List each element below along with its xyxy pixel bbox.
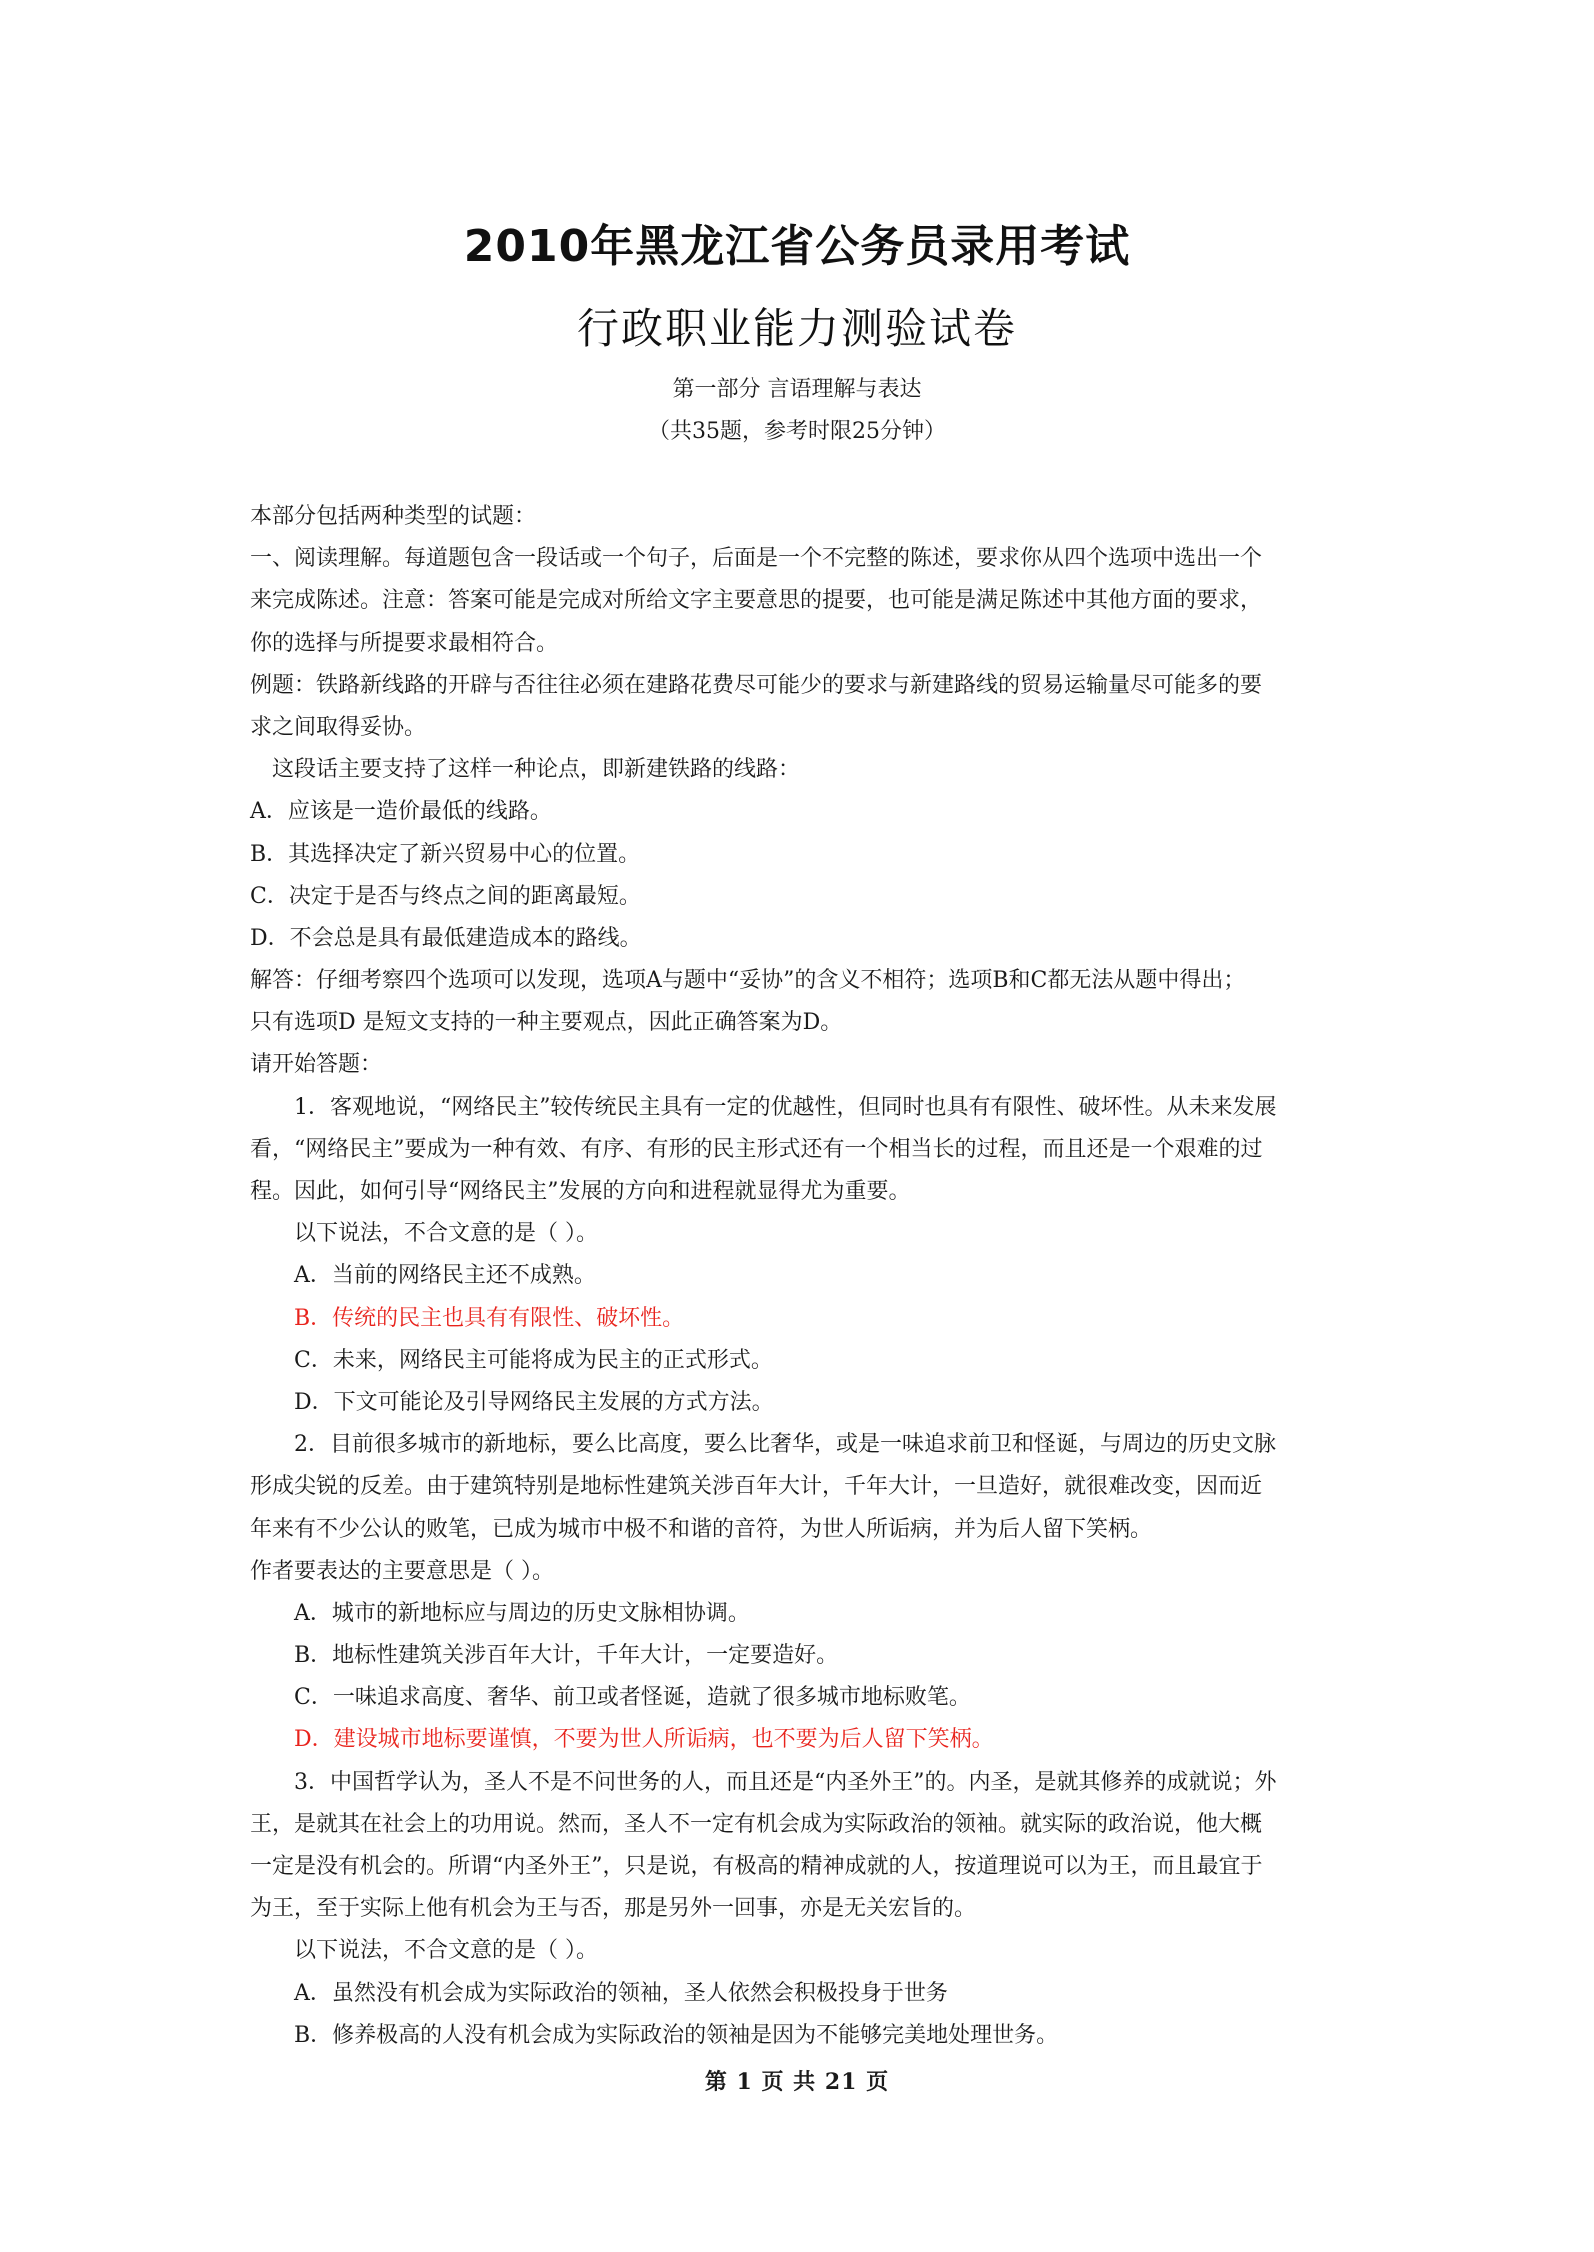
text-line: 以下说法，不合文意的是（ ）。 xyxy=(294,1938,598,1964)
text-line: 本部分包括两种类型的试题： xyxy=(250,504,537,529)
text-line: B．地标性建筑关涉百年大计，千年大计，一定要造好。 xyxy=(294,1643,839,1669)
text-line: 请开始答题： xyxy=(250,1052,383,1078)
text-line: 例题：铁路新线路的开辟与否往往必须在建路花费尽可能少的要求与新建路线的贸易运输量尽可能多的要 xyxy=(250,672,1263,698)
text-line: 1．客观地说，“网络民主”较传统民主具有一定的优越性，但同时也具有有限性、破坏性。从未来发展 xyxy=(294,1094,1277,1120)
text-line: 形成尖锐的反差。由于建筑特别是地标性建筑关涉百年大计，千年大计，一旦造好，就很难改变，因而近 xyxy=(250,1474,1263,1500)
text-line: 为王，至于实际上他有机会为王与否，那是另外一回事，亦是无关宏旨的。 xyxy=(250,1896,977,1922)
text-line: D．下文可能论及引导网络民主发展的方式方法。 xyxy=(294,1389,774,1415)
text-line: A．城市的新地标应与周边的历史文脉相协调。 xyxy=(294,1600,750,1626)
text-line: C．一味追求高度、奢华、前卫或者怪诞，造就了很多城市地标败笔。 xyxy=(294,1685,971,1711)
text-line: C．未来，网络民主可能将成为民主的正式形式。 xyxy=(294,1347,773,1373)
text-line: B．其选择决定了新兴贸易中心的位置。 xyxy=(250,841,641,867)
text-line: 程。因此，如何引导“网络民主”发展的方向和进程就显得尤为重要。 xyxy=(250,1179,911,1204)
text-line: 一定是没有机会的。所谓“内圣外王”，只是说，有极高的精神成就的人，按道理说可以为王，而且最宜于 xyxy=(250,1854,1263,1879)
text-line: 一、阅读理解。每道题包含一段话或一个句子，后面是一个不完整的陈述，要求你从四个选项中选出一个 xyxy=(250,546,1263,572)
answer-line: B．传统的民主也具有有限性、破坏性。 xyxy=(294,1305,685,1331)
text-line: 解答：仔细考察四个选项可以发现，选项A与题中“妥协”的含义不相符；选项B和C都无法从题中得出； xyxy=(250,968,1246,994)
exam-title: 2010年黑龙江省公务员录用考试 xyxy=(463,221,1131,272)
page-footer: 第 1 页 共 21 页 xyxy=(704,2069,890,2095)
answer-line: D．建设城市地标要谨慎，不要为世人所诟病，也不要为后人留下笑柄。 xyxy=(294,1727,994,1753)
text-line: 作者要表达的主要意思是（ ）。 xyxy=(250,1558,554,1584)
text-line: 求之间取得妥协。 xyxy=(250,714,427,740)
text-line: A．当前的网络民主还不成熟。 xyxy=(294,1263,596,1289)
text-line: 王，是就其在社会上的功用说。然而，圣人不一定有机会成为实际政治的领袖。就实际的政治说，他大概 xyxy=(250,1811,1263,1837)
text-line: 以下说法，不合文意的是（ ）。 xyxy=(294,1221,598,1247)
section-note: （共35题，参考时限25分钟） xyxy=(648,419,946,444)
text-line: 3．中国哲学认为，圣人不是不问世务的人，而且还是“内圣外王”的。内圣，是就其修养的成就说；外 xyxy=(294,1769,1277,1795)
text-line: 这段话主要支持了这样一种论点，即新建铁路的线路： xyxy=(272,757,801,783)
text-line: 来完成陈述。注意：答案可能是完成对所给文字主要意思的提要，也可能是满足陈述中其他方面的要求， xyxy=(250,588,1263,614)
text-line: B．修养极高的人没有机会成为实际政治的领袖是因为不能够完美地处理世务。 xyxy=(294,2022,1059,2048)
text-line: A．应该是一造价最低的线路。 xyxy=(250,799,552,825)
text-line: D．不会总是具有最低建造成本的路线。 xyxy=(250,925,642,951)
document-body xyxy=(250,496,1355,2057)
text-line: 只有选项D 是短文支持的一种主要观点，因此正确答案为D。 xyxy=(250,1010,843,1036)
text-line: C．决定于是否与终点之间的距离最短。 xyxy=(250,883,641,909)
text-line: 看，“网络民主”要成为一种有效、有序、有形的民主形式还有一个相当长的过程，而且还是一个艰难的过 xyxy=(250,1136,1263,1162)
section-heading: 第一部分 言语理解与表达 xyxy=(672,377,922,402)
text-line: A．虽然没有机会成为实际政治的领袖，圣人依然会积极投身于世务 xyxy=(294,1980,948,2006)
text-line: 2．目前很多城市的新地标，要么比高度，要么比奢华，或是一味追求前卫和怪诞，与周边的历史文脉 xyxy=(294,1432,1277,1458)
text-line: 年来有不少公认的败笔，已成为城市中极不和谐的音符，为世人所诟病，并为后人留下笑柄。 xyxy=(250,1516,1153,1542)
text-line: 你的选择与所提要求最相符合。 xyxy=(250,630,559,656)
exam-subtitle: 行政职业能力测验试卷 xyxy=(576,304,1017,353)
